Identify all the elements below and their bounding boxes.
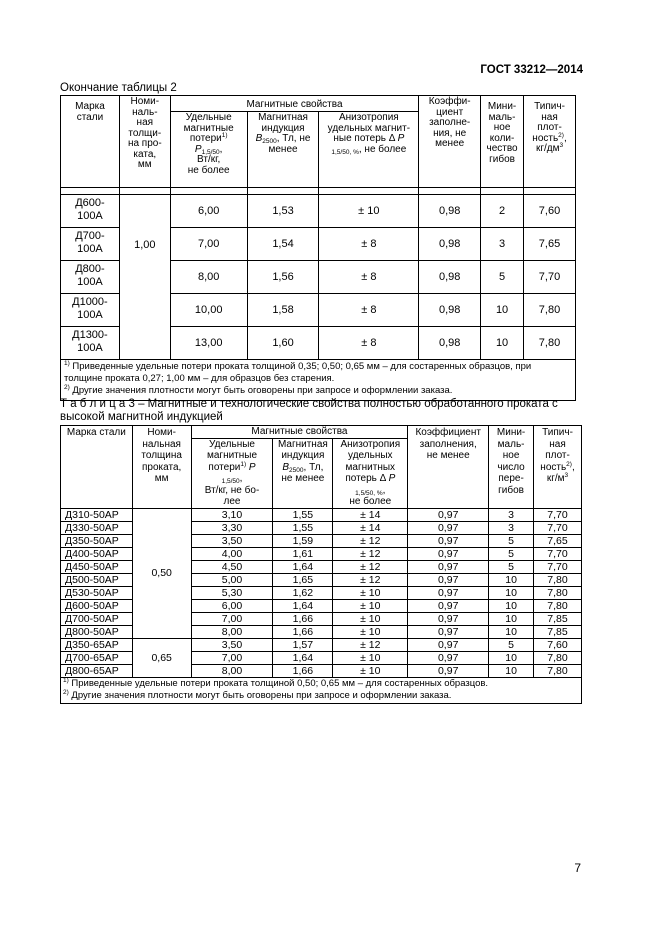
t3-density-sup2: 3 xyxy=(564,472,569,479)
cell-grade: Д310-50АР xyxy=(61,508,133,521)
cell-fill: 0,97 xyxy=(408,573,489,586)
cell-bends: 10 xyxy=(489,612,534,625)
t2-losses-a: Удельные магнитные потери xyxy=(183,112,234,144)
cell-fill: 0,97 xyxy=(408,638,489,651)
table2 xyxy=(60,95,576,401)
cell-bends: 5 xyxy=(489,638,534,651)
cell-losses: 5,30 xyxy=(191,586,273,599)
cell-grade: Д700-50АР xyxy=(61,612,133,625)
t3-losses-sup: 1) xyxy=(240,460,247,468)
cell-bends: 10 xyxy=(489,625,534,638)
t3-density-a: Типич- ная плот- ность xyxy=(540,427,573,473)
cell-losses: 5,00 xyxy=(191,573,273,586)
cell-anisotropy: ± 8 xyxy=(319,294,419,327)
table3-title: Т а б л и ц а 3 – Магнитные и технологические свойства полностью обработанного проката с высокой магнитной индукцией xyxy=(60,398,558,423)
cell-fill: 0,98 xyxy=(419,294,481,327)
cell-losses: 7,00 xyxy=(191,651,273,664)
t3-losses-a: Удельные магнитные потери xyxy=(206,438,258,473)
cell-bends: 10 xyxy=(489,664,534,677)
cell-induction: 1,64 xyxy=(273,599,333,612)
t2-spacer-cell xyxy=(247,188,319,195)
cell-fill: 0,98 xyxy=(419,195,481,228)
cell-density: 7,65 xyxy=(524,228,576,261)
t3-losses-b: , Вт/кг, не бо- лее xyxy=(204,473,260,507)
cell-losses: 7,00 xyxy=(191,612,273,625)
t2-spacer-row xyxy=(61,188,576,195)
t3-aniso-p: P xyxy=(388,473,396,484)
t3-footnote-cell xyxy=(61,677,582,703)
cell-density: 7,80 xyxy=(534,651,582,664)
t2-header-anisotropy xyxy=(319,112,419,188)
t2-density-b: , кг/дм xyxy=(535,132,567,154)
cell-losses: 8,00 xyxy=(191,664,273,677)
cell-induction: 1,65 xyxy=(273,573,333,586)
cell-grade: Д350-50АР xyxy=(61,534,133,547)
cell-induction: 1,58 xyxy=(247,294,319,327)
t2-density-sup: 2) xyxy=(558,131,564,139)
t2-fn2-text: Другие значения плотности могут быть оговорены при запросе и оформлении заказа. xyxy=(69,385,453,396)
cell-fill: 0,97 xyxy=(408,651,489,664)
cell-losses: 7,00 xyxy=(170,228,247,261)
cell-grade: Д330-50АР xyxy=(61,521,133,534)
t3-footnote-1 xyxy=(63,678,579,690)
t2-losses-p: P xyxy=(194,143,202,155)
cell-losses: 6,00 xyxy=(170,195,247,228)
cell-anisotropy: ± 10 xyxy=(319,195,419,228)
t2-fn1-text: Приведенные удельные потери проката толщиной 0,35; 0,50; 0,65 мм – для состаренных образцов, при толщине проката 0,27; 1,00 мм – для образцов без старения. xyxy=(64,361,532,384)
cell-bends: 5 xyxy=(481,261,524,294)
t2-spacer-cell xyxy=(319,188,419,195)
table2-footnotes xyxy=(61,360,576,401)
t2-spacer-cell xyxy=(481,188,524,195)
cell-density: 7,65 xyxy=(534,534,582,547)
cell-density: 7,60 xyxy=(524,195,576,228)
t2-header-density xyxy=(524,96,576,188)
t2-fn1-mark: 1) xyxy=(64,360,70,367)
cell-bends: 10 xyxy=(489,586,534,599)
cell-induction: 1,64 xyxy=(273,560,333,573)
cell-density: 7,70 xyxy=(524,261,576,294)
cell-bends: 3 xyxy=(489,508,534,521)
cell-bends: 10 xyxy=(481,294,524,327)
t2-losses-sup: 1) xyxy=(221,132,228,139)
t2-footnote-1 xyxy=(64,361,572,385)
cell-induction: 1,64 xyxy=(273,651,333,664)
t3-aniso-b: , не более xyxy=(349,484,392,507)
cell-density: 7,80 xyxy=(534,573,582,586)
page-number: 7 xyxy=(574,861,581,875)
cell-grade: Д800-65АР xyxy=(61,664,133,677)
t3-fn2-mark: 2) xyxy=(63,688,69,696)
cell-anisotropy: ± 12 xyxy=(333,534,408,547)
cell-losses: 6,00 xyxy=(191,599,273,612)
cell-anisotropy: ± 12 xyxy=(333,573,408,586)
cell-thickness: 0,50 xyxy=(132,508,191,638)
cell-losses: 3,50 xyxy=(191,534,273,547)
cell-losses: 8,00 xyxy=(170,261,247,294)
t2-footnote-2 xyxy=(64,385,572,397)
cell-losses: 10,00 xyxy=(170,294,247,327)
cell-fill: 0,98 xyxy=(419,261,481,294)
t2-spacer-cell xyxy=(170,188,247,195)
cell-density: 7,80 xyxy=(524,327,576,360)
cell-anisotropy: ± 14 xyxy=(333,521,408,534)
table-row xyxy=(61,195,576,228)
cell-induction: 1,53 xyxy=(247,195,319,228)
t3-induction-b: B xyxy=(282,461,290,473)
cell-anisotropy: ± 8 xyxy=(319,261,419,294)
t3-footnote-2 xyxy=(63,690,579,702)
table3 xyxy=(60,425,582,704)
cell-losses: 4,00 xyxy=(191,547,273,560)
t2-header-losses xyxy=(170,112,247,188)
cell-bends: 5 xyxy=(489,547,534,560)
cell-grade: Д1000- 100А xyxy=(61,294,120,327)
cell-grade: Д700-65АР xyxy=(61,651,133,664)
cell-fill: 0,97 xyxy=(408,560,489,573)
cell-anisotropy: ± 8 xyxy=(319,327,419,360)
cell-anisotropy: ± 10 xyxy=(333,599,408,612)
cell-fill: 0,98 xyxy=(419,327,481,360)
cell-fill: 0,97 xyxy=(408,508,489,521)
cell-grade: Д500-50АР xyxy=(61,573,133,586)
table3-body xyxy=(61,508,582,703)
cell-induction: 1,56 xyxy=(247,261,319,294)
cell-fill: 0,97 xyxy=(408,586,489,599)
t3-fn2-text: Другие значения плотности могут быть оговорены при запросе и оформлении заказа. xyxy=(68,689,452,701)
cell-bends: 10 xyxy=(489,651,534,664)
cell-losses: 4,50 xyxy=(191,560,273,573)
t3-induction-c: , Тл, не менее xyxy=(281,461,325,484)
cell-density: 7,80 xyxy=(534,599,582,612)
t2-aniso-sub: 1,5/50, % xyxy=(331,148,359,156)
cell-induction: 1,62 xyxy=(273,586,333,599)
cell-anisotropy: ± 12 xyxy=(333,560,408,573)
cell-grade: Д400-50АР xyxy=(61,547,133,560)
t2-spacer-cell xyxy=(419,188,481,195)
cell-induction: 1,66 xyxy=(273,625,333,638)
t3-fn1-text: Приведенные удельные потери проката толщиной 0,50; 0,65 мм – для состаренных образцов. xyxy=(68,677,489,689)
t2-induction-c: , Тл, не менее xyxy=(268,133,311,155)
cell-induction: 1,54 xyxy=(247,228,319,261)
t2-induction-b: B xyxy=(255,133,263,144)
cell-induction: 1,66 xyxy=(273,612,333,625)
cell-anisotropy: ± 14 xyxy=(333,508,408,521)
cell-bends: 3 xyxy=(481,228,524,261)
cell-bends: 10 xyxy=(489,599,534,612)
cell-induction: 1,59 xyxy=(273,534,333,547)
t3-header-losses xyxy=(191,438,273,508)
t2-density-sup2: 3 xyxy=(559,142,564,149)
t3-header-thickness: Номи- нальная толщина проката, мм xyxy=(132,426,191,509)
cell-bends: 10 xyxy=(481,327,524,360)
cell-induction: 1,57 xyxy=(273,638,333,651)
cell-fill: 0,97 xyxy=(408,534,489,547)
standard-number: ГОСТ 33212—2014 xyxy=(480,64,583,76)
t2-density-a: Типич- ная плот- ность xyxy=(532,101,565,144)
t2-header-magnetic: Магнитные свойства xyxy=(170,96,418,112)
cell-fill: 0,97 xyxy=(408,625,489,638)
cell-anisotropy: ± 10 xyxy=(333,625,408,638)
cell-fill: 0,98 xyxy=(419,228,481,261)
cell-grade: Д800- 100А xyxy=(61,261,120,294)
t3-losses-sub: 1,5/50 xyxy=(221,478,240,485)
cell-density: 7,80 xyxy=(534,664,582,677)
t2-induction-a: Магнитная индукция xyxy=(258,112,308,134)
cell-induction: 1,66 xyxy=(273,664,333,677)
t2-header-fill: Коэффи- циент заполне- ния, не менее xyxy=(419,96,481,188)
table3-footnotes xyxy=(61,677,582,703)
t3-induction-sub: 2500 xyxy=(289,466,304,474)
t2-induction-sub: 2500 xyxy=(262,138,277,145)
t2-header-thickness: Номи- наль- ная толщи- на про- ката, мм xyxy=(119,96,170,188)
t3-aniso-sub: 1,5/50, % xyxy=(355,489,383,497)
cell-bends: 2 xyxy=(481,195,524,228)
t3-header-magnetic: Магнитные свойства xyxy=(191,426,408,439)
cell-density: 7,85 xyxy=(534,625,582,638)
cell-anisotropy: ± 10 xyxy=(333,586,408,599)
t3-losses-p: P xyxy=(248,461,256,473)
cell-bends: 3 xyxy=(489,521,534,534)
cell-anisotropy: ± 10 xyxy=(333,651,408,664)
t3-fn1-mark: 1) xyxy=(63,676,69,684)
cell-grade: Д600-50АР xyxy=(61,599,133,612)
t2-header-induction xyxy=(247,112,319,188)
cell-losses: 8,00 xyxy=(191,625,273,638)
t3-density-b: , кг/м xyxy=(546,461,575,484)
cell-density: 7,60 xyxy=(534,638,582,651)
cell-thickness: 1,00 xyxy=(119,195,170,360)
cell-grade: Д530-50АР xyxy=(61,586,133,599)
t2-header-bends: Мини- маль- ное коли- чество гибов xyxy=(481,96,524,188)
cell-density: 7,70 xyxy=(534,521,582,534)
cell-density: 7,85 xyxy=(534,612,582,625)
cell-grade: Д1300- 100А xyxy=(61,327,120,360)
t2-fn2-mark: 2) xyxy=(64,384,70,391)
cell-anisotropy: ± 12 xyxy=(333,638,408,651)
t3-header-bends: Мини- маль- ное число пере- гибов xyxy=(489,426,534,509)
cell-thickness: 0,65 xyxy=(132,638,191,677)
cell-fill: 0,97 xyxy=(408,612,489,625)
cell-grade: Д450-50АР xyxy=(61,560,133,573)
t2-spacer-cell xyxy=(61,188,120,195)
cell-anisotropy: ± 10 xyxy=(333,612,408,625)
t2-spacer-cell xyxy=(524,188,576,195)
cell-losses: 3,50 xyxy=(191,638,273,651)
cell-density: 7,70 xyxy=(534,508,582,521)
t2-aniso-b: , не более xyxy=(358,143,407,155)
cell-losses: 3,10 xyxy=(191,508,273,521)
t3-induction-a: Магнитная индукция xyxy=(277,438,328,461)
cell-density: 7,70 xyxy=(534,560,582,573)
t3-density-sup: 2) xyxy=(566,460,572,468)
cell-density: 7,80 xyxy=(524,294,576,327)
cell-fill: 0,97 xyxy=(408,521,489,534)
cell-density: 7,80 xyxy=(534,586,582,599)
t3-header-grade: Марка стали xyxy=(61,426,133,509)
t2-footnote-cell xyxy=(61,360,576,401)
t2-aniso-p: P xyxy=(397,133,405,144)
cell-fill: 0,97 xyxy=(408,599,489,612)
cell-grade: Д700- 100А xyxy=(61,228,120,261)
table-row xyxy=(61,638,582,651)
cell-density: 7,70 xyxy=(534,547,582,560)
t3-header-fill: Коэффициент заполнения, не менее xyxy=(408,426,489,509)
t2-losses-b: , Вт/кг, не более xyxy=(187,143,230,176)
cell-anisotropy: ± 10 xyxy=(333,664,408,677)
t2-aniso-a: Анизотропия удельных магнит- ные потерь Δ xyxy=(327,112,411,144)
cell-anisotropy: ± 8 xyxy=(319,228,419,261)
cell-grade: Д800-50АР xyxy=(61,625,133,638)
cell-losses: 13,00 xyxy=(170,327,247,360)
t3-header-anisotropy xyxy=(333,438,408,508)
cell-induction: 1,60 xyxy=(247,327,319,360)
cell-losses: 3,30 xyxy=(191,521,273,534)
cell-grade: Д350-65АР xyxy=(61,638,133,651)
cell-induction: 1,61 xyxy=(273,547,333,560)
t3-header-density xyxy=(534,426,582,509)
cell-anisotropy: ± 12 xyxy=(333,547,408,560)
t3-aniso-a: Анизотропия удельных магнитных потерь Δ xyxy=(340,438,401,484)
t2-header-grade: Марка стали xyxy=(61,96,120,188)
cell-bends: 5 xyxy=(489,534,534,547)
t2-losses-sub: 1,5/50 xyxy=(201,148,220,156)
cell-induction: 1,55 xyxy=(273,521,333,534)
cell-fill: 0,97 xyxy=(408,547,489,560)
cell-fill: 0,97 xyxy=(408,664,489,677)
cell-bends: 5 xyxy=(489,560,534,573)
cell-grade: Д600- 100А xyxy=(61,195,120,228)
t3-header-induction xyxy=(273,438,333,508)
cell-induction: 1,55 xyxy=(273,508,333,521)
table-row xyxy=(61,508,582,521)
cell-bends: 10 xyxy=(489,573,534,586)
table2-continuation-title: Окончание таблицы 2 xyxy=(60,82,177,94)
t2-spacer-cell xyxy=(119,188,170,195)
